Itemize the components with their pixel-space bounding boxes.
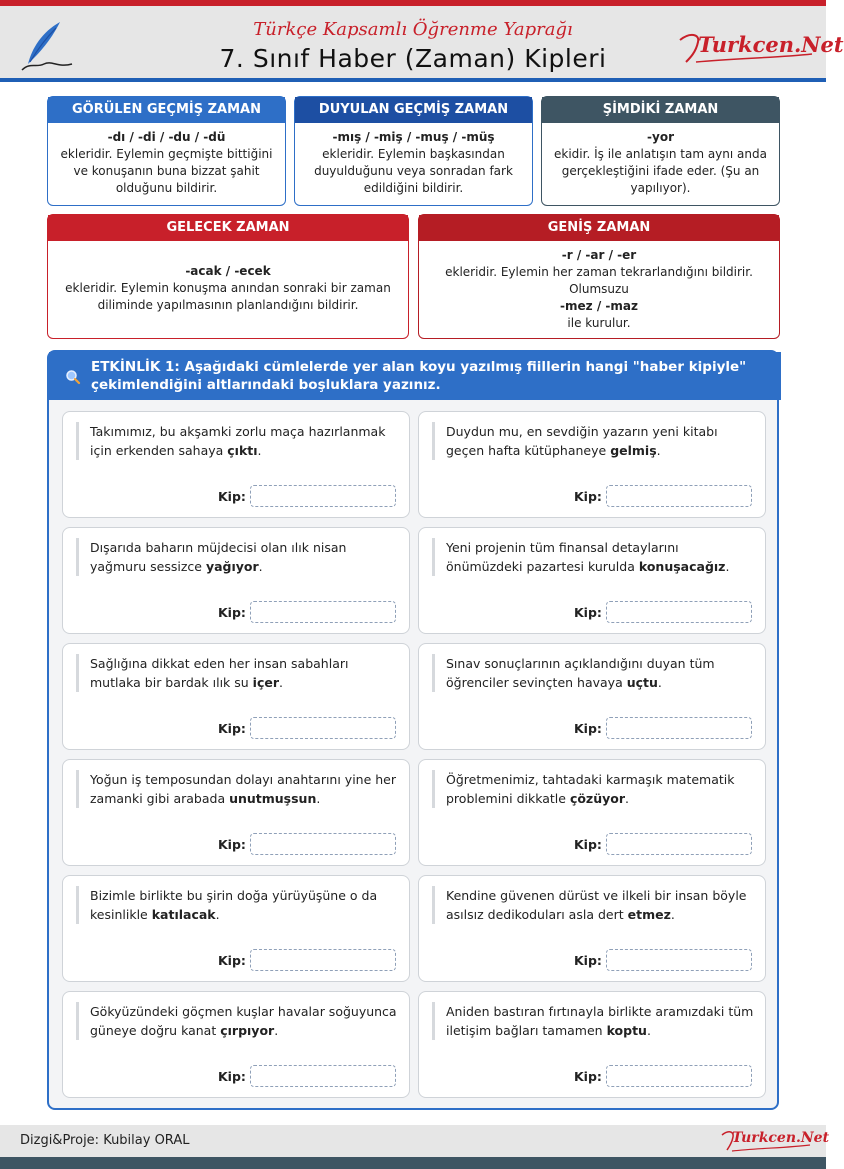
card-duyulan-gecmis <box>294 96 533 206</box>
bold-verb: unutmuşsun <box>229 791 317 806</box>
sentence-end: . <box>646 1023 651 1038</box>
question-card <box>62 991 410 1098</box>
kip-answer-field[interactable] <box>250 949 396 971</box>
page-footer <box>0 1125 830 1157</box>
sentence-end: . <box>279 675 283 690</box>
card-title: ŞİMDİKİ ZAMAN <box>542 97 779 123</box>
bold-verb: gelmiş <box>610 443 657 458</box>
question-sentence <box>432 654 754 692</box>
sentence-end: . <box>215 907 220 922</box>
card-suffix: -acak / -ecek <box>185 264 271 278</box>
bold-verb: çıktı <box>227 443 258 458</box>
negative-suffix: -mez / -maz <box>560 299 638 313</box>
kip-answer-field[interactable] <box>250 717 396 739</box>
question-card <box>62 643 410 750</box>
sentence-end: . <box>657 675 662 690</box>
card-description: ekleridir. Eylemin konuşma anından sonraki bir zaman diliminde yapılmasının planlandığını bildirir. <box>65 281 391 312</box>
sentence-text: Takımımız, bu akşamki zorlu maça hazırlanmak için erkenden sahaya <box>90 424 386 458</box>
kip-label: Kip: <box>218 837 246 852</box>
kip-label: Kip: <box>574 605 602 620</box>
card-description: ekleridir. Eylemin başkasından duyulduğunu veya sonradan fark edildiğini bildirir. <box>314 147 513 195</box>
card-description: ekidir. İş ile anlatışın tam aynı anda gerçekleştiğini ifade eder. (Şu an yapılıyor). <box>554 147 767 195</box>
bold-verb: yağıyor <box>205 559 259 574</box>
sentence-text: Duydun mu, en sevdiğin yazarın yeni kitabı geçen hafta kütüphaneye <box>446 424 718 458</box>
logo-text: Turkcen.Net <box>698 32 844 57</box>
question-sentence <box>432 770 754 808</box>
kip-answer-field[interactable] <box>606 601 752 623</box>
kip-answer-field[interactable] <box>606 717 752 739</box>
question-sentence <box>432 886 754 924</box>
question-card <box>418 991 766 1098</box>
bold-verb: etmez <box>627 907 671 922</box>
sentence-end: . <box>316 791 321 806</box>
kip-label: Kip: <box>574 721 602 736</box>
card-title: GÖRÜLEN GEÇMİŞ ZAMAN <box>48 97 285 123</box>
question-sentence <box>76 538 398 576</box>
bold-verb: katılacak <box>151 907 216 922</box>
card-gorulen-gecmis <box>47 96 286 206</box>
card-body <box>48 123 285 203</box>
card-description: ekleridir. Eylemin her zaman tekrarlandığını bildirir. <box>445 265 753 279</box>
sentence-end: . <box>274 1023 279 1038</box>
sentence-end: . <box>258 559 263 574</box>
sentence-end: . <box>625 791 629 806</box>
sentence-end: . <box>257 443 262 458</box>
question-sentence <box>76 1002 398 1040</box>
question-sentence <box>76 886 398 924</box>
sentence-text: Sınav sonuçlarının açıklandığını duyan tüm öğrenciler sevinçten havaya <box>446 656 715 690</box>
sentence-text: Sağlığına dikkat eden her insan sabahları mutlaka bir bardak ılık su <box>90 656 349 690</box>
card-genis <box>418 214 780 339</box>
card-simdiki <box>541 96 780 206</box>
question-card <box>418 875 766 982</box>
question-sentence <box>432 538 754 576</box>
kip-answer-field[interactable] <box>250 1065 396 1087</box>
sentence-text: Öğretmenimiz, tahtadaki karmaşık matematik problemini dikkatle <box>446 772 735 806</box>
bold-verb: konuşacağız <box>638 559 726 574</box>
kip-label: Kip: <box>574 1069 602 1084</box>
worksheet-title: 7. Sınıf Haber (Zaman) Kipleri <box>219 44 607 73</box>
bold-verb: uçtu <box>626 675 658 690</box>
sentence-text: Kendine güvenen dürüst ve ilkeli bir insan böyle asılsız dedikoduları asla dert <box>446 888 747 922</box>
question-sentence <box>76 770 398 808</box>
sentence-end: . <box>656 443 661 458</box>
question-card <box>418 527 766 634</box>
kip-answer-field[interactable] <box>250 833 396 855</box>
page-header <box>0 6 844 78</box>
card-title: GENİŞ ZAMAN <box>419 215 779 241</box>
card-suffix: -r / -ar / -er <box>561 248 637 262</box>
footer-logo-text: Turkcen.Net <box>732 1130 830 1146</box>
kip-label: Kip: <box>218 953 246 968</box>
kip-answer-field[interactable] <box>250 601 396 623</box>
card-suffix: -dı / -di / -du / -dü <box>107 130 226 144</box>
question-card <box>418 411 766 518</box>
sentence-end: . <box>725 559 730 574</box>
sentence-text: Bizimle birlikte bu şirin doğa yürüyüşüne o da kesinlikle <box>90 888 378 922</box>
kip-answer-field[interactable] <box>606 485 752 507</box>
kip-answer-field[interactable] <box>606 1065 752 1087</box>
sentence-end: . <box>670 907 675 922</box>
question-card <box>62 527 410 634</box>
kip-label: Kip: <box>574 837 602 852</box>
card-title: GELECEK ZAMAN <box>48 215 408 241</box>
kip-label: Kip: <box>218 605 246 620</box>
question-card <box>62 759 410 866</box>
activity-header <box>49 352 781 400</box>
bold-verb: çözüyor <box>569 791 626 806</box>
question-sentence <box>76 422 398 460</box>
question-card <box>418 759 766 866</box>
sentence-text: Yeni projenin tüm finansal detaylarını önümüzdeki pazartesi kurulda <box>446 540 679 574</box>
card-title: DUYULAN GEÇMİŞ ZAMAN <box>295 97 532 123</box>
question-sentence <box>432 422 754 460</box>
footer-logo[interactable] <box>720 1127 830 1155</box>
card-body <box>295 123 532 203</box>
kip-label: Kip: <box>574 489 602 504</box>
question-card <box>62 411 410 518</box>
bold-verb: koptu <box>606 1023 647 1038</box>
sentence-text: Yoğun iş temposundan dolayı anahtarını yine her zamanki gibi arabada <box>90 772 397 806</box>
question-sentence <box>76 654 398 692</box>
sentence-text: Gökyüzündeki göçmen kuşlar havalar soğuyunca güneye doğru kanat <box>90 1004 397 1038</box>
kip-answer-field[interactable] <box>606 833 752 855</box>
bold-verb: içer <box>252 675 280 690</box>
card-body <box>542 123 779 203</box>
search-icon <box>65 369 81 385</box>
card-suffix: -mış / -miş / -muş / -müş <box>332 130 495 144</box>
brand-logo[interactable] <box>676 28 844 68</box>
kip-answer-field[interactable] <box>250 485 396 507</box>
card-description: ekleridir. Eylemin geçmişte bittiğini ve konuşanın buna bizzat şahit olduğunu bildirir. <box>60 147 273 195</box>
bold-verb: çırpıyor <box>220 1023 275 1038</box>
card-gelecek <box>47 214 409 339</box>
question-card <box>62 875 410 982</box>
sentence-text: Aniden bastıran fırtınayla birlikte aramızdaki tüm iletişim bağları tamamen <box>446 1004 754 1038</box>
question-sentence <box>432 1002 754 1040</box>
negative-description: ile kurulur. <box>567 316 631 330</box>
card-suffix: -yor <box>647 130 674 144</box>
negative-label: Olumsuzu <box>569 282 629 296</box>
card-body <box>419 241 779 338</box>
footer-credit: Dizgi&Proje: Kubilay ORAL <box>20 1133 190 1148</box>
question-card <box>418 643 766 750</box>
activity-instructions: ETKİNLİK 1: Aşağıdaki cümlelerde yer alan koyu yazılmış fiillerin hangi "haber kipiyle" çekimlendiğini altlarındaki boşluklara yazınız. <box>91 359 747 393</box>
activity-section <box>47 350 779 1110</box>
kip-label: Kip: <box>218 489 246 504</box>
card-body <box>48 241 408 320</box>
header-divider <box>0 78 826 82</box>
worksheet-subtitle: Türkçe Kapsamlı Öğrenme Yaprağı <box>253 19 573 40</box>
kip-label: Kip: <box>218 1069 246 1084</box>
sentence-text: Dışarıda baharın müjdecisi olan ılık nisan yağmuru sessizce <box>90 540 347 574</box>
kip-answer-field[interactable] <box>606 949 752 971</box>
kip-label: Kip: <box>574 953 602 968</box>
kip-label: Kip: <box>218 721 246 736</box>
footer-bar <box>0 1157 826 1169</box>
